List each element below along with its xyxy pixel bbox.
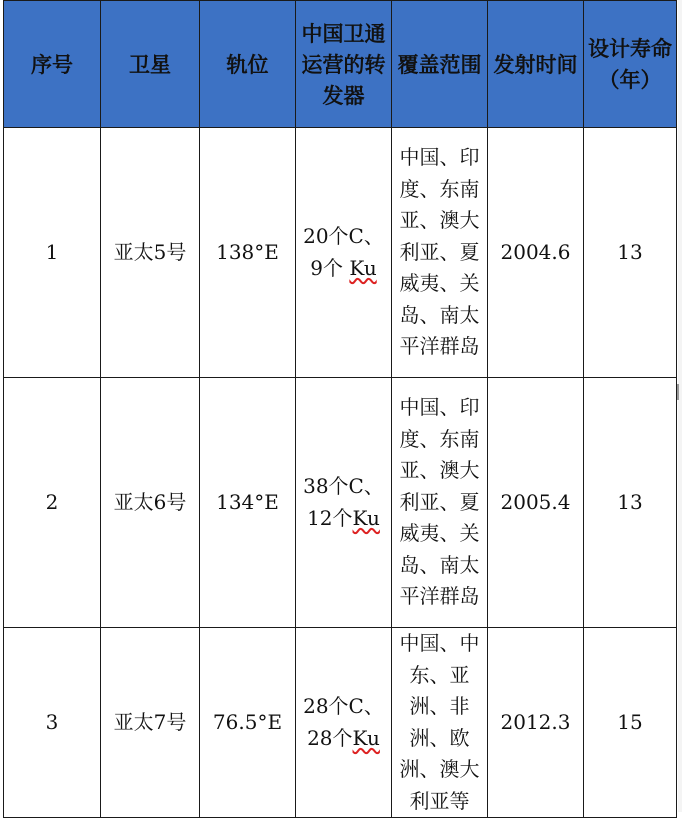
header-transponders: 中国卫通运营的转发器 (296, 1, 392, 128)
cell-coverage: 中国、中东、亚洲、非洲、欧洲、澳大利亚等 (392, 628, 488, 818)
header-orbit: 轨位 (200, 1, 296, 128)
header-launch: 发射时间 (488, 1, 584, 128)
header-coverage: 覆盖范围 (392, 1, 488, 128)
cell-life: 13 (584, 128, 677, 378)
transponder-ku-count: 9个 (310, 255, 343, 280)
ku-label: Ku (352, 505, 380, 530)
cell-transponders (296, 628, 392, 818)
cell-satellite: 亚太6号 (101, 378, 200, 628)
ku-label: Ku (349, 255, 377, 280)
transponder-ku-count: 28个 (307, 725, 353, 750)
ku-label: Ku (352, 725, 380, 750)
transponder-c: 20个C、 (303, 224, 384, 248)
transponder-c: 28个C、 (303, 694, 384, 718)
cell-launch: 2012.3 (488, 628, 584, 818)
cell-no: 2 (4, 378, 101, 628)
satellite-table (3, 0, 677, 818)
right-margin-bar (678, 0, 682, 812)
cell-no: 3 (4, 628, 101, 818)
table-row (4, 128, 677, 378)
cell-orbit: 134°E (200, 378, 296, 628)
cell-life: 13 (584, 378, 677, 628)
transponder-ku-count: 12个 (307, 505, 353, 530)
cell-transponders (296, 378, 392, 628)
table-row (4, 628, 677, 818)
header-life: 设计寿命（年） (584, 1, 677, 128)
cell-satellite: 亚太7号 (101, 628, 200, 818)
cell-orbit: 76.5°E (200, 628, 296, 818)
transponder-c: 38个C、 (303, 474, 384, 498)
cell-no: 1 (4, 128, 101, 378)
header-row (4, 1, 677, 128)
cell-launch: 2004.6 (488, 128, 584, 378)
cell-transponders (296, 128, 392, 378)
table-row (4, 378, 677, 628)
header-satellite: 卫星 (101, 1, 200, 128)
cell-satellite: 亚太5号 (101, 128, 200, 378)
cell-coverage: 中国、印度、东南亚、澳大利亚、夏威夷、关岛、南太平洋群岛 (392, 378, 488, 628)
cell-coverage: 中国、印度、东南亚、澳大利亚、夏威夷、关岛、南太平洋群岛 (392, 128, 488, 378)
cell-launch: 2005.4 (488, 378, 584, 628)
cell-orbit: 138°E (200, 128, 296, 378)
header-no: 序号 (4, 1, 101, 128)
cell-life: 15 (584, 628, 677, 818)
